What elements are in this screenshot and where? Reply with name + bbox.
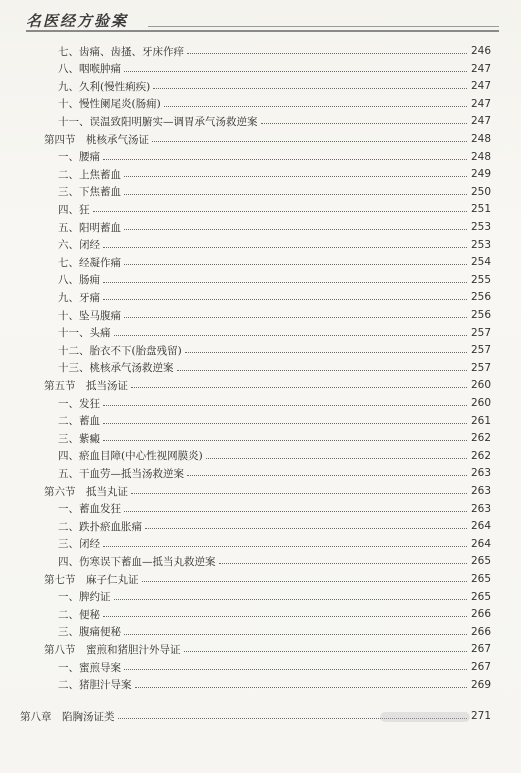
toc-entry-label: 十、坠马腹痛	[58, 309, 121, 322]
toc-entry-label: 三、下焦蓄血	[58, 186, 121, 199]
toc-entry-sub	[58, 606, 491, 622]
dot-leader	[185, 352, 467, 353]
dot-leader	[187, 475, 467, 476]
toc-page-number: 266	[471, 625, 492, 638]
toc-entry-sub	[58, 149, 491, 165]
toc-entry-sub	[58, 518, 491, 534]
toc-entry-label: 四、伤寒误下蓄血—抵当丸救逆案	[58, 555, 216, 568]
toc-page-number: 254	[471, 256, 492, 269]
toc-entry-sub	[58, 184, 491, 200]
dot-leader	[93, 211, 468, 212]
toc-entry-label: 一、蓄血发狂	[58, 503, 121, 516]
header-rule	[26, 30, 499, 32]
toc-entry-sub	[58, 342, 491, 358]
toc-entry-sub	[58, 289, 491, 305]
toc-entry-sub	[58, 430, 491, 446]
dot-leader	[153, 88, 467, 89]
toc-page-number: 248	[471, 150, 492, 163]
toc-entry-label: 十二、胎衣不下(胎盘残留)	[58, 344, 182, 357]
header-rule-thin	[148, 26, 499, 27]
toc-page-number: 267	[471, 643, 492, 656]
dot-leader	[103, 616, 467, 617]
toc-entry-label: 二、便秘	[58, 608, 100, 621]
toc-entry-sub	[58, 237, 491, 253]
toc-page-number: 265	[471, 590, 492, 603]
toc-page-number: 250	[471, 185, 492, 198]
dot-leader	[124, 669, 467, 670]
toc-page-number: 269	[471, 678, 492, 691]
toc-page-number: 264	[471, 520, 492, 533]
toc-entry-label: 四、瘀血目障(中心性视网膜炎)	[58, 450, 203, 463]
toc-entry-label: 第七节 麻子仁丸证	[44, 573, 139, 586]
toc-page-number: 253	[471, 221, 492, 233]
toc-entry-label: 一、发狂	[58, 397, 100, 410]
toc-entry-sub	[58, 553, 491, 569]
toc-entry-sub	[58, 166, 491, 182]
dot-leader	[187, 53, 467, 54]
toc-entry-sub	[58, 254, 491, 270]
toc-page-number: 262	[471, 449, 492, 462]
dot-leader	[103, 159, 467, 160]
toc-entry-label: 九、牙痛	[58, 291, 100, 304]
toc-page-number: 256	[471, 309, 492, 321]
toc-page-number: 260	[471, 379, 492, 392]
toc-page-number: 265	[471, 555, 492, 568]
toc-page-number: 256	[471, 291, 492, 304]
toc-entry-label: 七、齿痛、齿搔、牙床作痒	[58, 45, 184, 58]
dot-leader	[206, 458, 467, 459]
toc-page-number: 263	[471, 467, 492, 480]
toc-entry-label: 五、阳明蓄血	[58, 221, 121, 234]
toc-entry-sub	[58, 96, 491, 112]
toc-page-number: 260	[471, 397, 492, 409]
dot-leader	[103, 440, 467, 441]
toc-entry-label: 第八章 陷胸汤证类	[20, 710, 115, 723]
dot-leader	[103, 405, 467, 406]
dot-leader	[142, 581, 468, 582]
toc-entry-label: 二、上焦蓄血	[58, 168, 121, 181]
toc-page-number: 251	[471, 203, 492, 216]
toc-entry-label: 八、咽喉肿痛	[58, 63, 121, 76]
toc-entry-section	[44, 483, 491, 499]
toc-entry-label: 一、脾约证	[58, 591, 111, 604]
toc-page-number: 264	[471, 537, 492, 550]
toc-entry-sub	[58, 659, 491, 675]
toc-page-number: 247	[471, 115, 492, 128]
toc-page-number: 263	[471, 502, 492, 515]
toc-entry-sub	[58, 113, 491, 129]
toc-page-number: 253	[471, 238, 492, 251]
dot-leader	[131, 493, 467, 494]
toc-entry-label: 第八节 蜜煎和猪胆汁外导证	[44, 643, 181, 656]
toc-entry-sub	[58, 413, 491, 429]
toc-page-number: 247	[471, 97, 492, 110]
dot-leader	[124, 176, 467, 177]
toc-page-number: 271	[471, 710, 492, 723]
dot-leader	[103, 423, 467, 424]
toc-entry-sub	[58, 325, 491, 341]
toc-page-number: 265	[471, 573, 492, 585]
toc-page-number: 267	[471, 661, 492, 673]
toc-entry-label: 三、紫癜	[58, 432, 100, 445]
toc-entry-sub	[58, 589, 491, 605]
toc-page-number: 248	[471, 133, 492, 145]
toc-entry-label: 二、跌扑瘀血胀痛	[58, 520, 142, 533]
dot-leader	[124, 229, 467, 230]
toc-entry-label: 十一、误温致阳明腑实—调胃承气汤救逆案	[58, 115, 258, 128]
toc-entry-sub	[58, 395, 491, 411]
dot-leader	[124, 511, 467, 512]
toc-entry-label: 二、猪胆汁导案	[58, 679, 132, 692]
toc-entry-label: 四、狂	[58, 203, 90, 216]
toc-entry-sub	[58, 536, 491, 552]
toc-entry-sub	[58, 219, 491, 235]
toc-entry-sub	[58, 360, 491, 376]
toc-entry-sub	[58, 307, 491, 323]
toc-entry-label: 十三、桃核承气汤救逆案	[58, 362, 174, 375]
dot-leader	[152, 141, 467, 142]
toc-entry-label: 一、蜜煎导案	[58, 661, 121, 674]
toc-entry-section	[44, 571, 491, 587]
toc-entry-sub	[58, 677, 491, 693]
toc-page-number: 249	[471, 168, 492, 181]
toc-entry-label: 十、慢性阑尾炎(肠痈)	[58, 98, 161, 111]
toc-entry-label: 九、久利(慢性痢疾)	[58, 80, 151, 93]
dot-leader	[124, 194, 467, 195]
dot-leader	[114, 599, 468, 600]
dot-leader	[177, 370, 468, 371]
dot-leader	[131, 387, 467, 388]
toc-entry-label: 八、肠痈	[58, 274, 100, 287]
dot-leader	[124, 634, 467, 635]
toc-entry-sub	[58, 624, 491, 640]
toc-entry-label: 十一、头痛	[58, 327, 111, 340]
page-stain	[380, 712, 470, 722]
dot-leader	[219, 563, 468, 564]
dot-leader	[261, 123, 468, 124]
toc-entry-section	[44, 641, 491, 657]
dot-leader	[135, 687, 468, 688]
toc-entry-sub	[58, 272, 491, 288]
toc-page-number: 266	[471, 608, 492, 621]
toc-page-number: 255	[471, 273, 492, 286]
dot-leader	[103, 247, 467, 248]
toc-page-number: 257	[471, 326, 492, 339]
dot-leader	[124, 264, 467, 265]
toc-entry-label: 三、闭经	[58, 538, 100, 551]
toc-page-number: 247	[471, 62, 492, 75]
toc-page-number: 257	[471, 344, 492, 357]
toc-entry-section	[44, 377, 491, 393]
toc-entry-label: 第五节 抵当汤证	[44, 379, 128, 392]
toc-page-number: 261	[471, 414, 492, 427]
toc-entry-sub	[58, 448, 491, 464]
toc-entry-sub	[58, 501, 491, 517]
running-header-title: 名医经方验案	[26, 12, 129, 30]
dot-leader	[145, 528, 467, 529]
dot-leader	[103, 546, 467, 547]
toc-entry-label: 三、腹痛便秘	[58, 626, 121, 639]
toc-page-number: 257	[471, 361, 492, 374]
toc-entry-section	[44, 131, 491, 147]
toc-entry-sub	[58, 78, 491, 94]
toc-entry-sub	[58, 465, 491, 481]
toc-entry-label: 第六节 抵当丸证	[44, 485, 128, 498]
toc-entry-label: 第四节 桃核承气汤证	[44, 133, 149, 146]
dot-leader	[103, 299, 467, 300]
toc-page-number: 262	[471, 432, 492, 445]
toc-page-number: 263	[471, 485, 492, 497]
toc-entry-label: 五、干血劳—抵当汤救逆案	[58, 467, 184, 480]
dot-leader	[114, 335, 468, 336]
toc-entry-sub	[58, 201, 491, 217]
dot-leader	[124, 71, 467, 72]
dot-leader	[124, 317, 467, 318]
toc-entry-label: 七、经凝作痛	[58, 256, 121, 269]
toc-page-number: 247	[471, 80, 492, 93]
dot-leader	[184, 651, 468, 652]
toc-entry-label: 二、蓄血	[58, 415, 100, 428]
toc-entry-sub	[58, 61, 491, 77]
toc-page-number: 246	[471, 45, 492, 57]
toc-entry-label: 六、闭经	[58, 239, 100, 252]
toc-entry-sub	[58, 43, 491, 59]
dot-leader	[164, 106, 467, 107]
toc-entry-label: 一、腰痛	[58, 151, 100, 164]
dot-leader	[103, 282, 467, 283]
